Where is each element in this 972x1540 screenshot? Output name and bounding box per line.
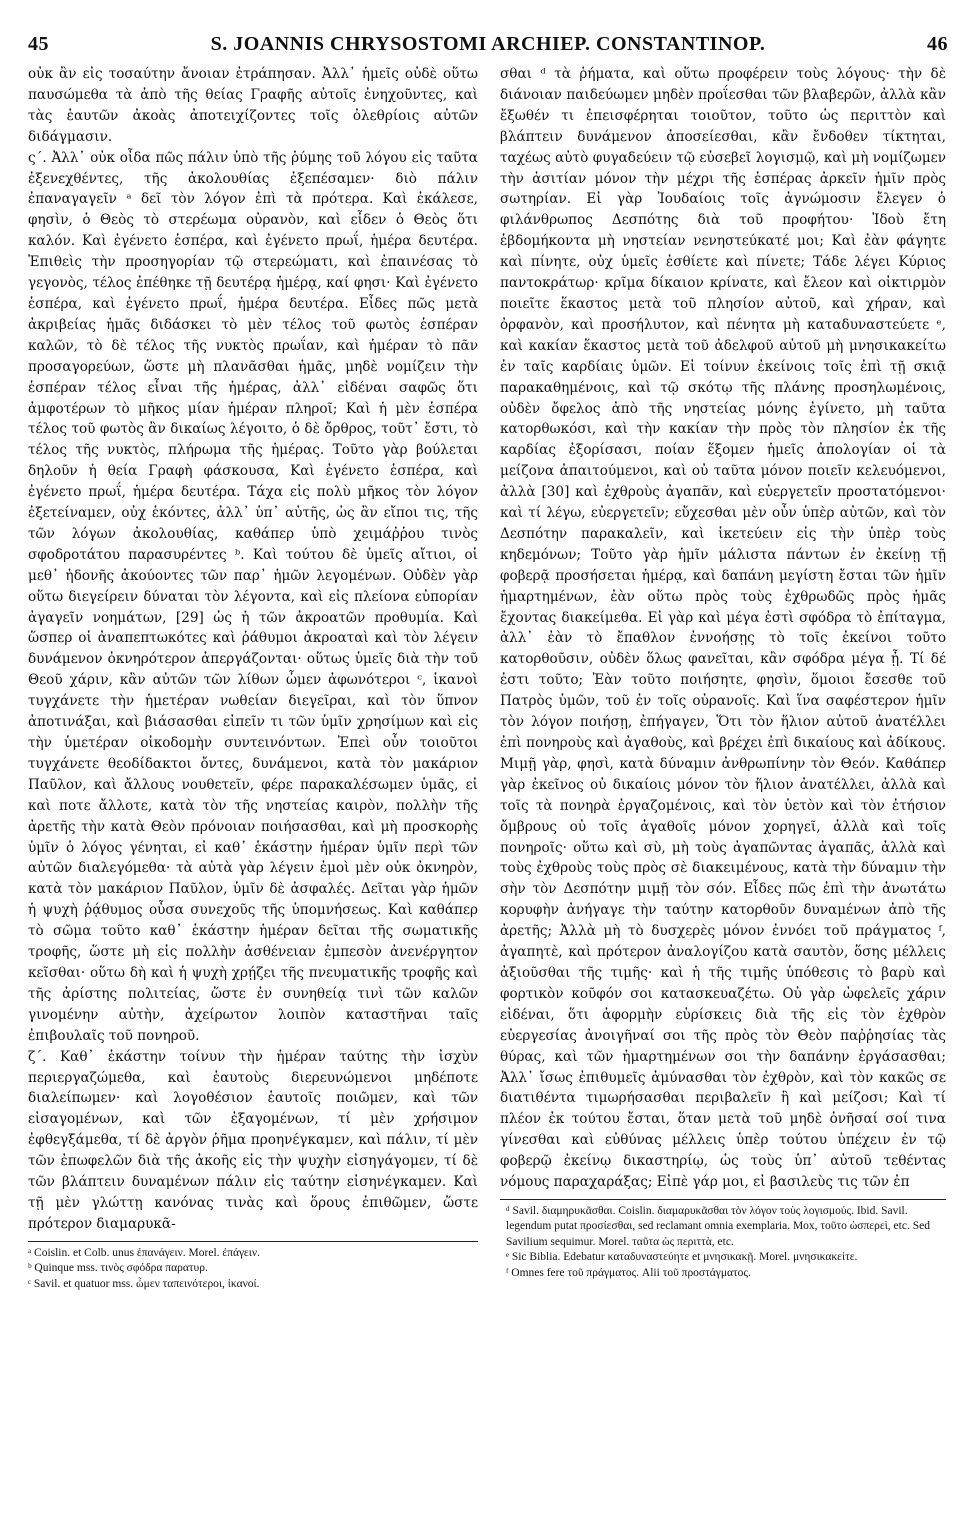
footnote-divider <box>500 1199 946 1200</box>
left-page-number: 45 <box>28 32 49 55</box>
right-column <box>500 64 946 1520</box>
left-column <box>28 64 478 1520</box>
running-title: S. JOANNIS CHRYSOSTOMI ARCHIEP. CONSTANTINOP. <box>210 32 766 55</box>
left-footnotes <box>28 1246 478 1293</box>
left-paragraph-1: οὐκ ἂν εἰς τοσαύτην ἄνοιαν ἐτράπησαν. Ἀλλ᾽ ἡμεῖς οὐδὲ οὕτω παυσώμεθα τὰ ἀπὸ τῆς θείας Γραφῆς αὐτοῖς ἐνηχοῦντες, καὶ τὰς ἑαυτῶν ἀκοὰς ἀποτειχίζοντες τοῖς ὀλεθρίοις αὐτῶν διδάγμασιν. <box>28 66 478 145</box>
footnote-a: ᵃ Coislin. et Colb. unus ἐπανάγειν. Morel. ἐπάγειν. <box>28 1246 260 1259</box>
left-column-text <box>28 64 478 1235</box>
left-paragraph-3: ζ΄. Καθ᾽ ἑκάστην τοίνυν τὴν ἡμέραν ταύτης τὴν ἰσχὺν περιεργαζώμεθα, καὶ ἑαυτοὺς διερευνώμενοι μηδέποτε διαλείπωμεν· καὶ λογοθέσιον ἑαυτοῖς ποιῶμεν, καὶ τῶν εἰσαγομένων, καὶ τῶν ἐξαγομένων, τί μὲν χρήσιμον ἐφθεγξάμεθα, τί δὲ ἀργὸν ῥῆμα προηνέγκαμεν, καὶ πάλιν, τί μὲν τῶν ἐπωφελῶν διὰ τῆς ἀκοῆς εἰς τὴν ψυχὴν εἰσηγάγομεν, τί δὲ τῶν βλάπτειν δυναμένων πάλιν εἰς ταύτην εἰσηνέγκαμεν. Καὶ τῇ μὲν γλώττῃ κανόνας τινὰς καὶ ὅρους ἐπιθῶμεν, ὥστε πρότερον διαμαρυκᾶ- <box>28 1048 478 1232</box>
footnote-c: ᶜ Savil. et quatuor mss. ὦμεν ταπεινότεροι, ἱκανοί. <box>28 1277 260 1290</box>
footnote-f: ᶠ Omnes fere τοῦ πράγματος. Alii τοῦ προστάγματος. <box>506 1266 751 1279</box>
right-column-text <box>500 64 946 1193</box>
running-header <box>28 26 948 62</box>
right-page-number: 46 <box>927 32 948 55</box>
right-footnotes <box>500 1204 946 1282</box>
footnote-divider <box>28 1241 478 1242</box>
footnote-e: ᵉ Sic Biblia. Edebatur καταδυναστεύητε et μνησικακῇ. Morel. μνησικακείτε. <box>506 1251 858 1264</box>
footnote-d: ᵈ Savil. διαμηρυκᾶσθαι. Coislin. διαμαρυκᾶσθαι τὸν λόγον τοὺς λογισμούς. Ibid. Savil. legendum putat προσίεσθαι, sed reclamant omnia exemplaria. Mox, τοῦτο ὡσπερεὶ, etc. Sed Savilium sequimur. Morel. ταῦτα ὡς περιττὰ, etc. <box>506 1204 930 1248</box>
right-paragraph-1: σθαι ᵈ τὰ ῥήματα, καὶ οὕτω προφέρειν τοὺς λόγους· τὴν δὲ διάνοιαν παιδεύωμεν μηδὲν προΐεσθαι τῶν βλαβερῶν, ἀλλὰ κἂν ἔξωθέν τι ἐπεισφέρηται τοιοῦτον, τοῦτο ὡς περιττὸν καὶ βλάπτειν δυνάμενον ἀποσείεσθαι, κἂν ἔνδοθεν τίκτηται, ταχέως αὐτὸ φυγαδεύειν τῷ εὐσεβεῖ λογισμῷ, καὶ μὴ νομίζωμεν τὴν ἀσιτίαν μόνον τὴν μέχρι τῆς ἑσπέρας ἀρκεῖν ἡμῖν πρὸς σωτηρίαν. Εἰ γὰρ Ἰουδαίοις τοῖς ἀγνώμοσιν ἔλεγεν ὁ φιλάνθρωπος Δεσπότης διὰ τοῦ προφήτου· Ἰδοὺ ἔτη ἑβδομήκοντα μὴ νηστείαν νενηστεύκατέ μοι; Καὶ ἐὰν φάγητε καὶ πίνητε, οὐχ ὑμεῖς ἐσθίετε καὶ πίνετε; Τάδε λέγει Κύριος παντοκράτωρ· κρῖμα δίκαιον κρίνατε, καὶ ἔλεον καὶ οἰκτιρμὸν ποιεῖτε ἕκαστος μετὰ τοῦ πλησίον αὐτοῦ, καὶ χήραν, καὶ ὀρφανὸν, καὶ προσήλυτον, καὶ πένητα μὴ καταδυναστεύετε ᵉ, καὶ κακίαν ἕκαστος μετὰ τοῦ ἀδελφοῦ αὐτοῦ μὴ μνησικακείτω ἐν ταῖς καρδίαις ὑμῶν. Εἰ τοίνυν ἐκείνοις τοῖς ἐπὶ τῇ σκιᾷ παρακαθημένοις, καὶ τῷ σκότῳ τῆς πλάνης προσηλωμένοις, οὐδὲν ὄφελος ἀπὸ τῆς νηστείας μόνης ἐγίνετο, μὴ ταῦτα κατορθωκόσι, καὶ τὴν κακίαν τὴν πρὸς τὸν πλησίον ἐκ τῆς καρδίας ἐξορίσασι, ποίαν ἕξομεν ἡμεῖς ἀπολογίαν οἱ τὰ μείζονα ἀπαιτούμενοι, καὶ οὐ ταῦτα μόνον ποιεῖν κελευόμενοι, ἀλλὰ [30] καὶ ἐχθροὺς ἀγαπᾶν, καὶ εὐεργετεῖν προστατόμενοι· καὶ τί λέγω, εὐεργετεῖν; εὔχεσθαι μὲν οὖν ὑπὲρ αὐτῶν, καὶ τὸν Δεσπότην παρακαλεῖν, καὶ ἱκετεύειν εἰς τὴν ὑπὲρ τοὺς κηδεμόνων; Τοῦτο γὰρ ἡμῖν μάλιστα πάντων ἐν ἐκείνῃ τῇ φοβερᾷ προσήσεται ἡμέρᾳ, καὶ δαπάνη μεγίστη ἔσται τῶν ἡμῖν ἡμαρτημένων, ἐὰν οὕτω πρὸς τοὺς ἐχθρωδῶς πρὸς ἡμᾶς ἔχοντας διακείμεθα. Εἰ γὰρ καὶ μέγα ἐστὶ σφόδρα τὸ ἐπίταγμα, ἀλλ᾽ ἐὰν τὸ ἔπαθλον ἐννοήσῃς τὸ τοῖς ἐκείνοι τοῦτο κατορθοῦσιν, οὐδὲν ὅλως φανεῖται, κἂν σφόδρα μέγα ᾖ. Τί δέ ἐστι τοῦτο; Ἐὰν τοῦτο ποιήσητε, φησὶν, ὅμοιοι ἔσεσθε τοῦ Πατρὸς ὑμῶν, τοῦ ἐν τοῖς οὐρανοῖς. Καὶ ἵνα σαφέστερον ἡμῖν τὸν λόγον ποιήσῃ, ἐπήγαγεν, Ὅτι τὸν ἥλιον αὐτοῦ ἀνατέλλει ἐπὶ πονηροὺς καὶ ἀγαθοὺς, καὶ βρέχει ἐπὶ δικαίους καὶ ἀδίκους. Μιμῇ γὰρ, φησὶ, κατὰ δύναμιν ἀνθρωπίνην τὸν Θεόν. Καθάπερ γὰρ ἐκεῖνος οὐ δικαίοις μόνον τὸν ἥλιον ἀνατέλλει, ἀλλὰ καὶ τοῖς τὰ πονηρὰ ἐργαζομένοις, καὶ τὸν ὑετὸν καὶ τὸν ἐτήσιον ὄμβρους οὐ τοῖς ἀγαθοῖς μόνον χορηγεῖ, ἀλλὰ καὶ τοῖς πονηροῖς· οὕτω καὶ σὺ, μὴ τοὺς ἀγαπῶντας ἀγαπᾶς, ἀλλὰ καὶ τοὺς ἐχθροὺς τοὺς πρὸς σὲ διακειμένους, κατὰ τὴν δύναμιν τὴν σὴν τὸν Δεσπότην μιμῇ τὸν σόν. Εἶδες πῶς ἐπὶ τὴν ἀνωτάτω κορυφὴν ἀνήγαγε τὴν ταύτην κατορθοῦν δυναμένων ἀπὸ τῆς ἀρετῆς; Ἀλλὰ μὴ τὸ δυσχερὲς μόνον ἐννόει τοῦ πράγματος ᶠ, ἀγαπητὲ, καὶ πρότερον ἀναλογίζου κατὰ σαυτὸν, ὅσης μέλλεις ἀξιοῦσθαι τῆς τιμῆς· καὶ ἡ τῆς τιμῆς ὑπόθεσις τὸ βαρὺ καὶ φορτικὸν κοῦφόν σοι κατασκευαζέτω. Οὐ γὰρ ὠφελεῖς χάριν εἰδέναι, ὅτι ἀφορμὴν εὑρίσκεις διὰ τῆς εἰς τὸν ἐχθρὸν εὐεργεσίας ἀνοιγῆναί σοι τῆς πρὸς τὸν Θεὸν παῤῥησίας τὰς θύρας, καὶ τῶν ἡμαρτημένων σοι τὴν δαπάνην ἐργάσασθαι; Ἀλλ᾽ ἴσως ἐπιθυμεῖς ἀμύνασθαι τὸν ἐχθρὸν, καὶ τὸν κακῶς σε διατιθέντα τιμωρήσασθαι περιβαλεῖν ἢ καὶ μείζοσι; Καὶ τί πλέον ἐκ τούτου ἔσται, ὅταν μετὰ τοῦ μηδὲ ὀνῆσαί σοί τινα γίνεσθαι καὶ εὐθύνας μέλλεις ὑπὲρ τούτου ὑπέχειν ἐν τῷ φοβερῷ ἐκείνῳ δικαστηρίῳ, ὡς τοὺς ὑπ᾽ αὐτοῦ τεθέντας νόμους παραχαράξας; Εἰπὲ γάρ μοι, εἰ βασιλεὺς τις τῶν ἐπ <box>500 66 946 1191</box>
left-paragraph-2: ς΄. Ἀλλ᾽ οὐκ οἶδα πῶς πάλιν ὑπὸ τῆς ῥύμης τοῦ λόγου εἰς ταῦτα ἐξενεχθέντες, τῆς ἀκολουθίας ἐξεπέσαμεν· διὸ πάλιν ἐπαναγαγεῖν ᵃ δεῖ τὸν λόγον ἐπὶ τὰ πρότερα. Καὶ ἐκάλεσε, φησὶν, ὁ Θεὸς τὸ στερέωμα οὐρανὸν, καὶ εἶδεν ὁ Θεὸς ὅτι καλόν. Καὶ ἐγένετο ἑσπέρα, καὶ ἐγένετο πρωΐ, ἡμέρα δευτέρα. Ἐπιθεὶς τὴν προσηγορίαν τῷ στερεώματι, καὶ ἐπαινέσας τὸ γεγονὸς, τέλος ἐπέθηκε τῇ δευτέρᾳ ἡμέρᾳ, καί φησι· Καὶ ἐγένετο ἑσπέρα, καὶ ἐγένετο πρωΐ, ἡμέρα δευτέρα. Εἶδες πῶς μετὰ ἀκριβείας ἡμᾶς διδάσκει τὸ μὲν τέλος τοῦ φωτὸς ἑσπέραν καλῶν, τὸ δὲ τέλος τῆς νυκτὸς πρωΐαν, καὶ ἡμέραν τὸ πᾶν προσαγορεύων, ὥστε μὴ πλανᾶσθαι ἡμᾶς, μηδὲ νομίζειν τὴν ἑσπέραν τέλος εἶναι τῆς ἡμέρας, ἀλλ᾽ εἰδέναι σαφῶς ὅτι ἀμφοτέρων τὸ μῆκος μίαν ἡμέραν πληροῖ; Καὶ ἡ μὲν ἑσπέρα τέλος τοῦ φωτὸς ἂν δικαίως λέγοιτο, ὁ δὲ ὄρθρος, τοῦτ᾽ ἔστι, τὸ τέλος τῆς νυκτὸς, πλήρωμα τῆς ἡμέρας. Τοῦτο γὰρ βούλεται δηλοῦν ἡ θεία Γραφὴ φάσκουσα, Καὶ ἐγένετο ἑσπέρα, καὶ ἐγένετο πρωΐ, ἡμέρα δευτέρα. Τάχα εἰς πολὺ μῆκος τὸν λόγον ἐξετείναμεν, οὐχ ἑκόντες, ἀλλ᾽ ὑπ᾽ αὐτῆς, ὡς ἂν εἴποι τις, τῆς τῶν λόγων ἀκολουθίας, καθάπερ ὑπὸ χειμάῤῥου τινὸς σφοδροτάτου παρασυρέντες ᵇ. Καὶ τούτου δὲ ὑμεῖς αἴτιοι, οἱ μεθ᾽ ἡδονῆς ἀκούοντες τῶν παρ᾽ ἡμῶν λεγομένων. Οὐδὲν γὰρ οὕτω διεγείρειν δύναται τὸν λέγοντα, καὶ εἰς πλείονα εὐπορίαν ἀγαγεῖν νοημάτων, [29] ὡς ἡ τῶν ἀκροατῶν προθυμία. Καὶ ὥσπερ οἱ ἀναπεπτωκότες καὶ ῥάθυμοι ἀκροαταὶ καὶ τὸν λέγειν δυνάμενον ὀκνηρότερον ἀπεργάζονται· οὕτως ὑμεῖς διὰ τὴν τοῦ Θεοῦ χάριν, κἂν αὐτῶν τῶν λίθων ὦμεν ἀφωνότεροι ᶜ, ἱκανοὶ τυγχάνετε τὴν ἡμετέραν νωθείαν διεγεῖραι, καὶ τὸν ὕπνον ἀποτινάξαι, καὶ βιάσασθαι εἰπεῖν τι τῶν ὑμῖν χρησίμων καὶ εἰς τὴν ὑμετέραν οἰκοδομὴν συντεινόντων. Ἐπεὶ οὖν τοιοῦτοι τυγχάνετε θεοδίδακτοι ὄντες, δυνάμενοι, κατὰ τὸν μακάριον Παῦλον, καὶ ἄλλους νουθετεῖν, φέρε παρακαλέσωμεν ὑμᾶς, εἰ καὶ ποτε ἄλλοτε, κατὰ τὸν τῆς νηστείας καιρὸν, πολλὴν τῆς ἀρετῆς τὴν κατὰ Θεὸν πρόνοιαν ποιήσασθαι, καὶ μὴ προσκορὴς ὑμῖν ὁ λόγος γένηται, εἰ καθ᾽ ἑκάστην ἡμέραν ὑμῖν περὶ τῶν αὐτῶν διαλεγόμεθα· τὰ αὐτὰ γὰρ λέγειν ἐμοὶ μὲν οὐκ ὀκνηρὸν, κατὰ τὸν μακάριον Παῦλον, ὑμῖν δὲ ἀσφαλές. Δεῖται γὰρ ἡμῶν ἡ ψυχὴ ῥᾴθυμος οὖσα συνεχοῦς τῆς ὑπομνήσεως. Καὶ καθάπερ τὸ σῶμα τοῦτο καθ᾽ ἑκάστην ἡμέραν δεῖται τῆς σωματικῆς τροφῆς, ὥστε μὴ εἰς πολλὴν ἀσθένειαν ἐμπεσὸν ἀνενέργητον κεῖσθαι· οὕτω δὴ καὶ ἡ ψυχὴ χρῄζει τῆς πνευματικῆς τροφῆς καὶ τῆς ἀρίστης πολιτείας, ὥστε ἐν συνηθείᾳ τινὶ τῶν καλῶν γινομένην αὐτὴν, ἀχείρωτον λοιπὸν καταστῆναι ταῖς ἐπιβουλαῖς τοῦ πονηροῦ. <box>28 149 478 1044</box>
footnote-b: ᵇ Quinque mss. τινὸς σφόδρα παρατυρ. <box>28 1262 208 1275</box>
